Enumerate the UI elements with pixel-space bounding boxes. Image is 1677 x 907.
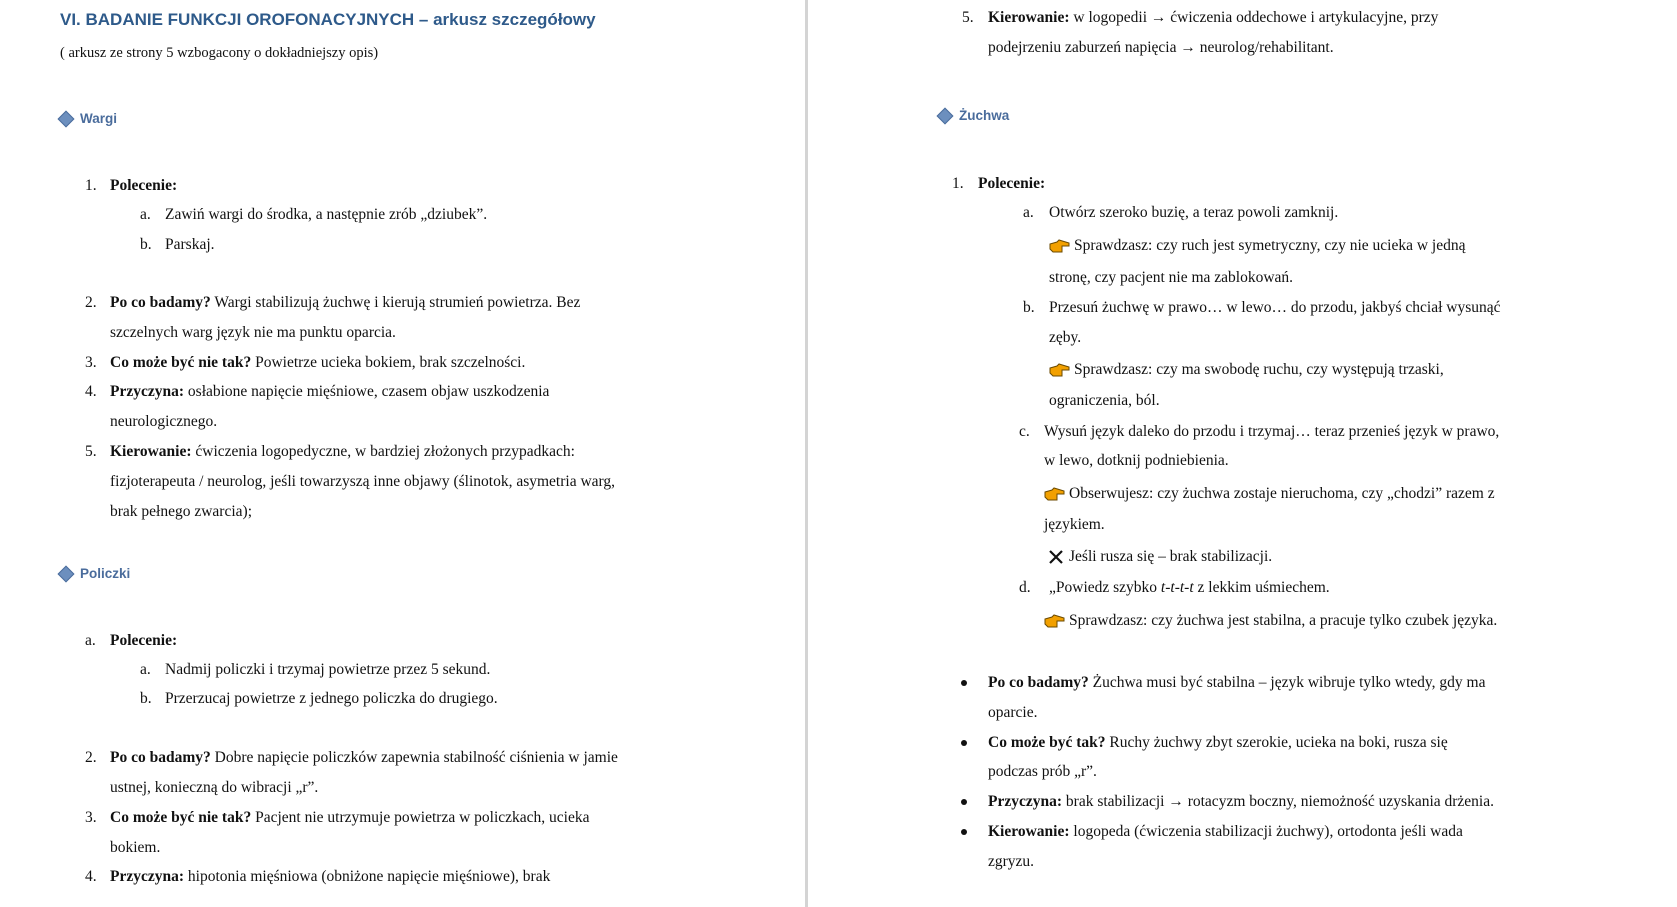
section-policzki bbox=[60, 566, 130, 581]
cause-line bbox=[110, 383, 549, 401]
check-line bbox=[1044, 612, 1497, 630]
polecenie-label: Polecenie: bbox=[978, 175, 1046, 192]
list-number: a. bbox=[85, 632, 96, 649]
label: Co może być tak? bbox=[988, 734, 1106, 751]
purpose-line bbox=[988, 674, 1486, 692]
cause-line bbox=[988, 793, 1494, 811]
polecenie-label: Polecenie: bbox=[110, 632, 178, 649]
bullet-icon bbox=[961, 680, 967, 686]
pointing-hand-icon bbox=[1049, 239, 1071, 253]
list-number: 2. bbox=[85, 749, 97, 766]
bullet-icon bbox=[961, 799, 967, 805]
label: Przyczyna: bbox=[988, 793, 1063, 810]
purpose-line-2: oparcie. bbox=[988, 704, 1038, 721]
instruction-text-2: zęby. bbox=[1049, 329, 1082, 346]
cause-line bbox=[110, 868, 550, 886]
list-number: 4. bbox=[85, 868, 97, 885]
diamond-bullet-icon bbox=[58, 110, 75, 127]
cause-line-2: neurologicznego. bbox=[110, 413, 218, 430]
text: Dobre napięcie policzków zapewnia stabilność ciśnienia w jamie bbox=[210, 749, 618, 766]
list-marker: b. bbox=[140, 236, 152, 253]
check-line bbox=[1049, 237, 1466, 255]
text: Wargi stabilizują żuchwę i kierują strumień powietrza. Bez bbox=[210, 294, 581, 311]
label: Kierowanie: bbox=[988, 823, 1070, 840]
section-heading: Policzki bbox=[80, 566, 131, 581]
section-heading: Wargi bbox=[80, 111, 117, 126]
text: Żuchwa musi być stabilna – język wibruje tylko wtedy, gdy ma bbox=[1088, 674, 1486, 691]
referral-line-2: fizjoterapeuta / neurolog, jeśli towarzyszą inne objawy (ślinotok, asymetria warg, bbox=[110, 473, 616, 490]
text: Ruchy żuchwy zbyt szerokie, ucieka na boki, rusza się bbox=[1105, 734, 1448, 751]
referral-line-2: podejrzeniu zaburzeń napięcia → neurolog/rehabilitant. bbox=[988, 39, 1334, 56]
pointing-hand-icon bbox=[1044, 487, 1066, 501]
label: Po co badamy? bbox=[110, 749, 211, 766]
label: Kierowanie: bbox=[110, 443, 192, 460]
section-zuchwa bbox=[939, 108, 1009, 123]
pointing-hand-icon bbox=[1044, 614, 1066, 628]
purpose-line bbox=[110, 294, 580, 312]
referral-line bbox=[988, 9, 1438, 27]
page-subtitle: ( arkusz ze strony 5 wzbogacony o dokładniejszy opis) bbox=[60, 45, 379, 61]
list-marker: a. bbox=[140, 661, 151, 678]
observation-text: Obserwujesz: czy żuchwa zostaje nieruchoma, czy „chodzi” razem z bbox=[1069, 485, 1495, 502]
instruction-text: Przesuń żuchwę w prawo… w lewo… do przodu, jakbyś chciał wysunąć bbox=[1049, 299, 1501, 316]
right-page bbox=[808, 0, 1677, 907]
label: Po co badamy? bbox=[110, 294, 211, 311]
observation-line bbox=[1044, 485, 1495, 503]
text: ćwiczenia logopedyczne, w bardziej złożonych przypadkach: bbox=[191, 443, 575, 460]
referral-line bbox=[988, 823, 1463, 841]
label: Kierowanie: bbox=[988, 9, 1070, 26]
purpose-line bbox=[110, 749, 618, 767]
warning-line bbox=[1049, 548, 1272, 566]
text: Powietrze ucieka bokiem, brak szczelności. bbox=[251, 354, 526, 371]
section-heading: Żuchwa bbox=[959, 108, 1010, 123]
problem-line bbox=[110, 354, 525, 372]
check-text: Sprawdzasz: czy żuchwa jest stabilna, a pracuje tylko czubek języka. bbox=[1069, 612, 1498, 629]
text: brak stabilizacji → rotacyzm boczny, niemożność uzyskania drżenia. bbox=[1062, 793, 1494, 810]
list-number: 5. bbox=[962, 9, 974, 26]
check-text: Sprawdzasz: czy ma swobodę ruchu, czy występują trzaski, bbox=[1074, 361, 1444, 378]
list-marker: a. bbox=[140, 206, 151, 223]
list-marker: d. bbox=[1019, 579, 1031, 596]
list-number: 4. bbox=[85, 383, 97, 400]
instruction-text: Otwórz szeroko buzię, a teraz powoli zamknij. bbox=[1049, 204, 1339, 221]
list-number: 1. bbox=[952, 175, 964, 192]
cross-mark-icon bbox=[1049, 550, 1063, 564]
text-post: z lekkim uśmiechem. bbox=[1193, 579, 1330, 596]
diamond-bullet-icon bbox=[58, 565, 75, 582]
problem-line-2: podczas prób „r”. bbox=[988, 763, 1097, 780]
polecenie-label: Polecenie: bbox=[110, 177, 178, 194]
text: osłabione napięcie mięśniowe, czasem objaw uszkodzenia bbox=[184, 383, 550, 400]
diamond-bullet-icon bbox=[937, 107, 954, 124]
instruction-text: Przerzucaj powietrze z jednego policzka do drugiego. bbox=[165, 690, 498, 707]
purpose-line-2: ustnej, konieczną do wibracji „r”. bbox=[110, 779, 319, 796]
label: Po co badamy? bbox=[988, 674, 1089, 691]
list-number: 3. bbox=[85, 354, 97, 371]
label: Co może być nie tak? bbox=[110, 354, 252, 371]
text-italic: t-t-t-t bbox=[1160, 579, 1194, 596]
text: w logopedii → ćwiczenia oddechowe i artykulacyjne, przy bbox=[1069, 9, 1439, 26]
instruction-text bbox=[1049, 579, 1330, 597]
referral-line bbox=[110, 443, 575, 461]
text: logopeda (ćwiczenia stabilizacji żuchwy), ortodonta jeśli wada bbox=[1069, 823, 1463, 840]
list-number: 1. bbox=[85, 177, 97, 194]
left-page bbox=[0, 0, 806, 907]
referral-line-3: brak pełnego zwarcia); bbox=[110, 503, 253, 520]
label: Co może być nie tak? bbox=[110, 809, 252, 826]
purpose-line-2: szczelnych warg język nie ma punktu oparcia. bbox=[110, 324, 396, 341]
check-line-2: stronę, czy pacjent nie ma zablokowań. bbox=[1049, 269, 1294, 286]
problem-line bbox=[110, 809, 589, 827]
list-number: 3. bbox=[85, 809, 97, 826]
instruction-text: Nadmij policzki i trzymaj powietrze przez 5 sekund. bbox=[165, 661, 491, 678]
instruction-text-2: w lewo, dotknij podniebienia. bbox=[1044, 452, 1229, 469]
section-wargi bbox=[60, 111, 117, 126]
check-line-2: ograniczenia, ból. bbox=[1049, 392, 1160, 409]
problem-line bbox=[988, 734, 1448, 752]
check-line bbox=[1049, 361, 1444, 379]
referral-line-2: zgryzu. bbox=[988, 853, 1035, 870]
list-marker: c. bbox=[1019, 423, 1030, 440]
instruction-text: Wysuń język daleko do przodu i trzymaj… teraz przenieś język w prawo, bbox=[1044, 423, 1500, 440]
list-marker: b. bbox=[1023, 299, 1035, 316]
list-number: 5. bbox=[85, 443, 97, 460]
check-text: Sprawdzasz: czy ruch jest symetryczny, czy nie ucieka w jedną bbox=[1074, 237, 1466, 254]
text: Pacjent nie utrzymuje powietrza w policzkach, ucieka bbox=[251, 809, 590, 826]
label: Przyczyna: bbox=[110, 383, 185, 400]
text: hipotonia mięśniowa (obniżone napięcie mięśniowe), brak bbox=[184, 868, 551, 885]
label: Przyczyna: bbox=[110, 868, 185, 885]
instruction-text: Parskaj. bbox=[165, 236, 215, 253]
instruction-text: Zawiń wargi do środka, a następnie zrób „dziubek”. bbox=[165, 206, 488, 223]
page-title: VI. BADANIE FUNKCJI OROFONACYJNYCH – arkusz szczegółowy bbox=[60, 10, 596, 29]
list-marker: b. bbox=[140, 690, 152, 707]
list-marker: a. bbox=[1023, 204, 1034, 221]
bullet-icon bbox=[961, 829, 967, 835]
problem-line-2: bokiem. bbox=[110, 839, 161, 856]
text-pre: „Powiedz szybko bbox=[1049, 579, 1161, 596]
bullet-icon bbox=[961, 740, 967, 746]
observation-line-2: językiem. bbox=[1044, 516, 1105, 533]
list-number: 2. bbox=[85, 294, 97, 311]
pointing-hand-icon bbox=[1049, 363, 1071, 377]
warning-text: Jeśli rusza się – brak stabilizacji. bbox=[1069, 548, 1273, 565]
